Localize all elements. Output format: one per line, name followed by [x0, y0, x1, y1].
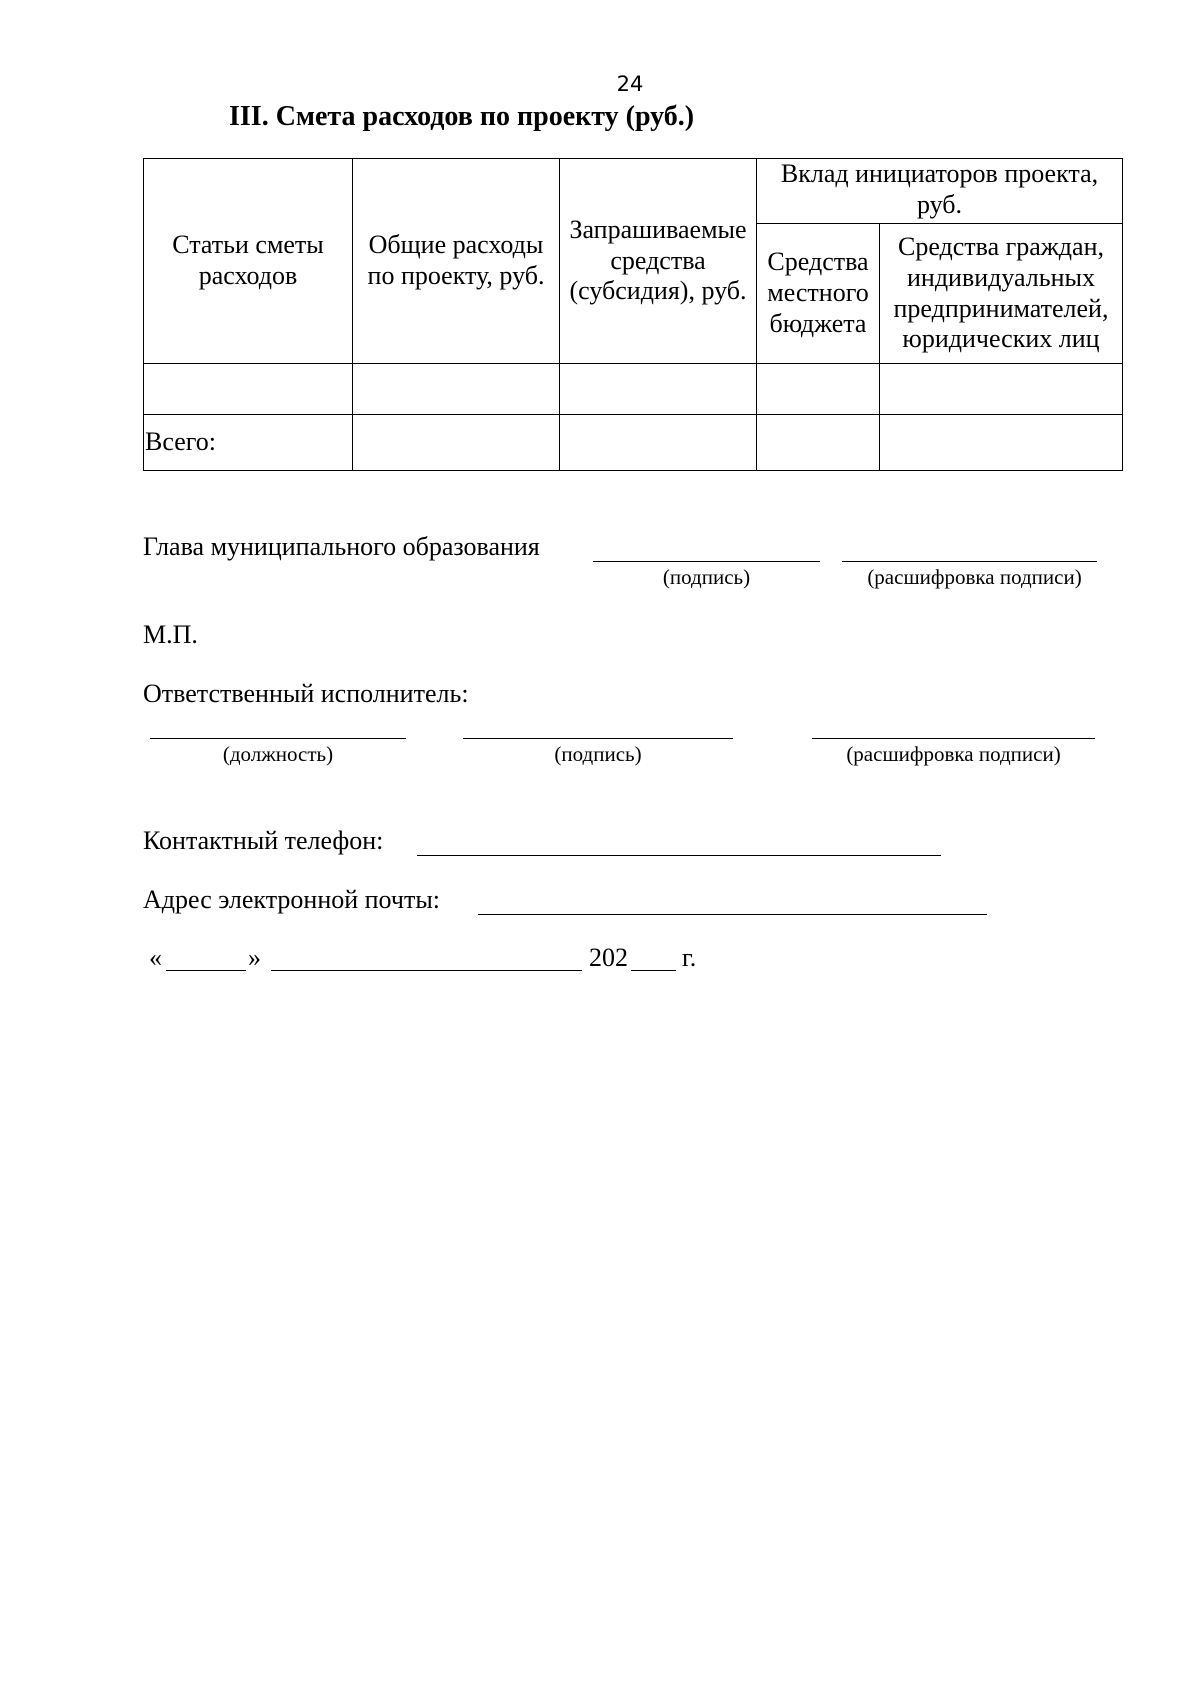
- email-label: Адрес электронной почты:: [143, 885, 441, 914]
- table-row: [144, 364, 1123, 415]
- total-label-cell: Всего:: [144, 415, 353, 471]
- head-signature-caption: (подпись): [662, 565, 751, 589]
- date-year-field[interactable]: [631, 970, 676, 971]
- section-title: III. Смета расходов по проекту (руб.): [229, 101, 695, 132]
- executor-signature-caption: (подпись): [554, 742, 642, 766]
- table-cell[interactable]: [560, 364, 757, 415]
- responsible-label: Ответственный исполнитель:: [143, 679, 469, 708]
- executor-decryption-caption: (расшифровка подписи): [846, 742, 1061, 766]
- head-signature-line[interactable]: [593, 561, 820, 562]
- date-day-field[interactable]: [166, 970, 246, 971]
- stamp-label: М.П.: [143, 620, 198, 649]
- date-month-field[interactable]: [271, 970, 582, 971]
- date-year-prefix: 202: [589, 943, 628, 972]
- phone-field[interactable]: [417, 855, 941, 856]
- table-cell[interactable]: [560, 415, 757, 471]
- head-decryption-caption: (расшифровка подписи): [867, 565, 1082, 589]
- header-citizens-funds: Средства граждан, индивидуальных предпринимателей, юридических лиц: [880, 224, 1123, 364]
- date-open-quote: «: [149, 943, 162, 972]
- executor-position-caption: (должность): [222, 742, 334, 766]
- executor-position-line[interactable]: [150, 738, 406, 739]
- date-close-quote: »: [248, 943, 261, 972]
- header-estimate-items: Статьи сметы расходов: [144, 159, 353, 364]
- table-cell[interactable]: [144, 364, 353, 415]
- email-field[interactable]: [478, 914, 987, 915]
- page-number: 24: [616, 72, 644, 96]
- table-cell[interactable]: [757, 415, 880, 471]
- table-cell[interactable]: [353, 415, 560, 471]
- table-total-row: [144, 415, 1123, 471]
- table-header-row: [144, 159, 1123, 224]
- executor-signature-line[interactable]: [463, 738, 733, 739]
- date-year-suffix: г.: [682, 943, 697, 972]
- header-local-budget: Средства местного бюджета: [757, 224, 880, 364]
- header-initiators-contribution: Вклад инициаторов проекта, руб.: [757, 159, 1123, 224]
- table-cell[interactable]: [880, 364, 1123, 415]
- head-decryption-line[interactable]: [842, 561, 1097, 562]
- phone-label: Контактный телефон:: [143, 826, 384, 855]
- header-total-costs: Общие расходы по проекту, руб.: [353, 159, 560, 364]
- table-cell[interactable]: [757, 364, 880, 415]
- header-requested-funds: Запрашиваемые средства (субсидия), руб.: [560, 159, 757, 364]
- executor-decryption-line[interactable]: [812, 738, 1095, 739]
- table-cell[interactable]: [880, 415, 1123, 471]
- estimate-table: [143, 158, 1123, 471]
- table-cell[interactable]: [353, 364, 560, 415]
- head-label: Глава муниципального образования: [143, 532, 540, 561]
